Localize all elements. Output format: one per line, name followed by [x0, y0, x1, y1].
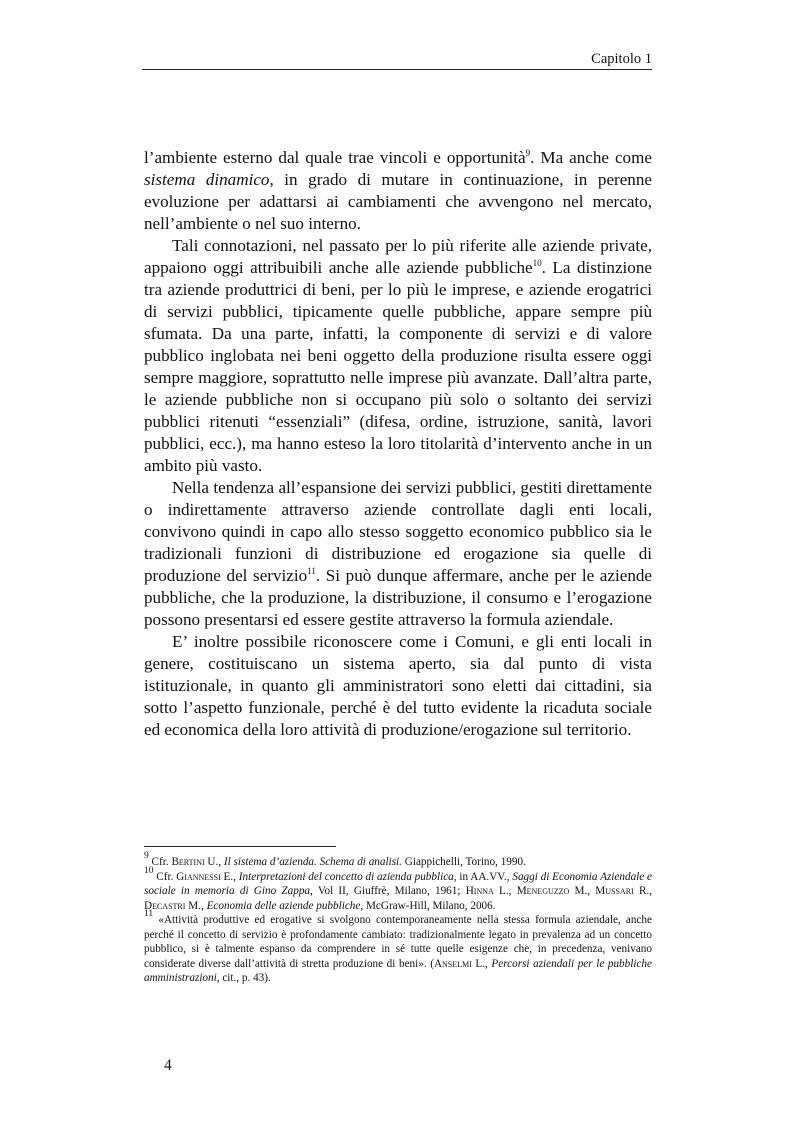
- running-header: [142, 50, 652, 68]
- header-rule: [142, 69, 652, 70]
- footnote-ref-10[interactable]: 10: [532, 258, 542, 268]
- footnote-10: $^{10}$ Cfr. Giannessi E., Interpretazioni del concetto di azienda pubblica, in AA.VV., Saggi di Economia Aziendale e sociale in memoria di Gino Zappa, Vol II, Giuffrè, Milano, 1961; Hinna L., Meneguzzo M., Mussari R., Decastri M., Economia delle aziende pubbliche, McGraw-Hill, Milano, 2006.: [144, 865, 653, 912]
- paragraph-2: Tali connotazioni, nel passato per lo più riferite alle aziende private, appaiono oggi attribuibili anche alle aziende pubbliche$^{10}$. La distinzione tra aziende produttrici di beni, per lo più le imprese, e aziende erogatrici di servizi pubblici, tipicamente quelle pubbliche, appare sempre più sfumata. Da una parte, infatti, la componente di servizi e di valore pubblico inglobata nei beni oggetto della produzione risulta essere oggi sempre maggiore, soprattutto nelle imprese più avanzate. Dall’altra parte, le aziende pubbliche non si occupano più solo o soltanto dei servizi pubblici ritenuti “essenziali” (difesa, ordine, istruzione, sanità, lavori pubblici, ecc.), ma hanno esteso la loro titolarità d’intervento anche in un ambito più vasto.: [144, 236, 652, 475]
- footnote-9: $^9$ Cfr. Bertini U., Il sistema d’azienda. Schema di analisi. Giappichelli, Torino, 1990.: [144, 851, 526, 868]
- chapter-title: Capitolo 1: [591, 51, 652, 67]
- footnote-rule: [144, 846, 336, 847]
- main-text: [144, 147, 652, 741]
- paragraph-1: l’ambiente esterno dal quale trae vincoli e opportunità$^9$. Ma anche come sistema dinamico, in grado di mutare in continuazione, in perenne evoluzione per adattarsi ai cambiamenti che avvengono nel mercato, nell’ambiente o nel suo interno.: [144, 148, 652, 233]
- footnote-ref-9[interactable]: 9: [525, 148, 531, 158]
- emphasis: sistema dinamico,: [144, 170, 274, 189]
- paragraph-3: Nella tendenza all’espansione dei servizi pubblici, gestiti direttamente o indirettamente attraverso aziende controllate dagli enti locali, convivono quindi in capo allo stesso soggetto economico pubblico sia le tradizionali funzioni di distribuzione ed erogazione sia quelle di produzione del servizio$^{11}$. Si può dunque affermare, anche per le aziende pubbliche, che la produzione, la distribuzione, il consumo e l’erogazione possono presentarsi ed essere gestite attraverso la formula aziendale.: [144, 478, 652, 629]
- footnote-11: $^{11}$ «Attività produttive ed erogative si svolgono contemporaneamente nella stessa formula aziendale, anche perché il concetto di servizio è profondamente cambiato: tradizionalmente legato in prevalenza ad un concetto pubblico, si è talmente espanso da comprendere in sé tutte quelle esigenze che, in precedenza, venivano considerate diverse dall’attività di stretta produzione di beni». (Anselmi L., Percorsi aziendali per le pubbliche amministrazioni, cit., p. 43).: [144, 909, 652, 984]
- footnotes: [144, 851, 653, 986]
- page-number: 4: [164, 1057, 172, 1074]
- footnote-ref-11[interactable]: 11: [307, 566, 316, 576]
- paragraph-4: E’ inoltre possibile riconoscere come i Comuni, e gli enti locali in genere, costituiscano un sistema aperto, sia dal punto di vista istituzionale, in quanto gli amministratori sono eletti dai cittadini, sia sotto l’aspetto funzionale, perché è del tutto evidente la ricaduta sociale ed economica della loro attività di produzione/erogazione sul territorio.: [144, 632, 652, 739]
